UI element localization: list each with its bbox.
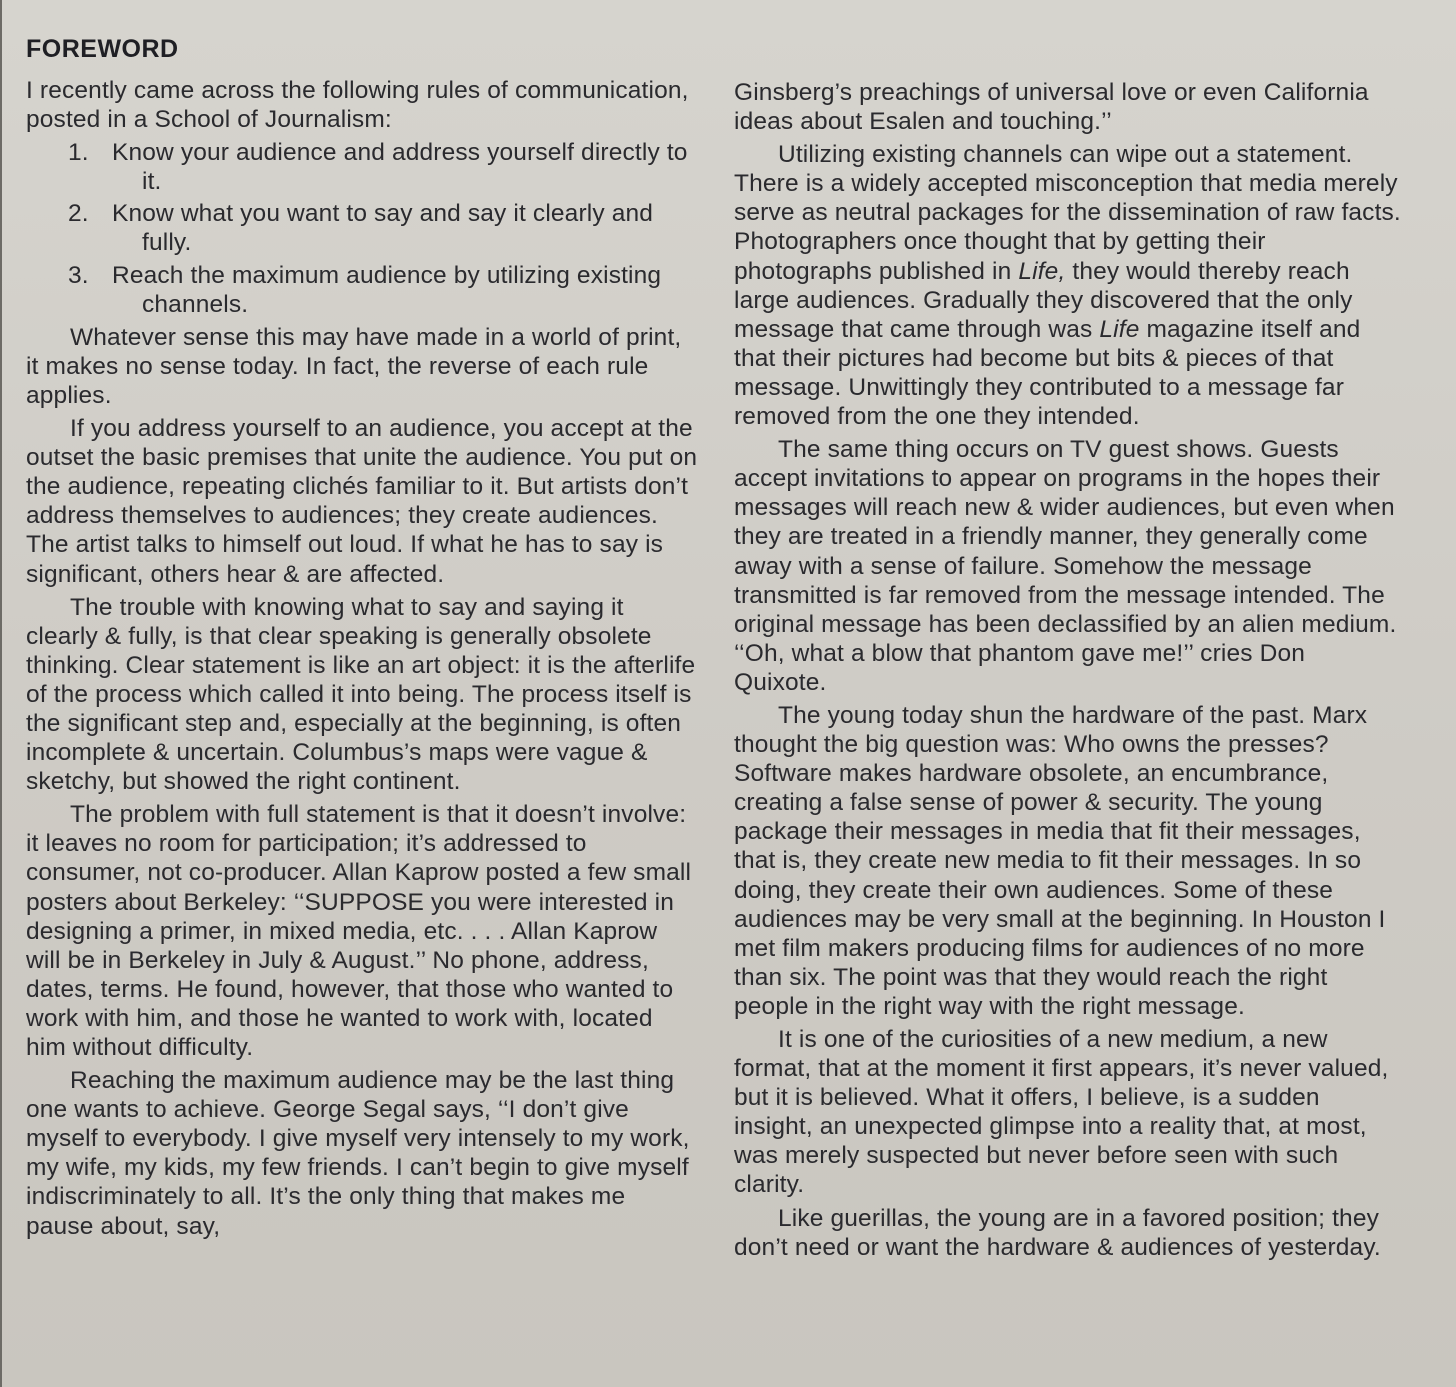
- rule-number: 2.: [68, 200, 89, 228]
- body-paragraph: Reaching the maximum audience may be the last thing one wants to achieve. George Segal says, ‘‘I don’t give myself to everybody. I give myself very intensely to my work, my wife, my kids, my few friends. I can’t begin to give myself indiscriminately to all. It’s the only thing that makes me pause about, say,: [26, 1067, 690, 1240]
- body-paragraph: The problem with full statement is that it doesn’t involve: it leaves no room for participation; it’s addressed to consumer, not co-producer. Allan Kaprow posted a few small posters about Berkeley: ‘‘SUPPOSE you were interested in designing a primer, in mixed media, etc. . . . Allan Kaprow will be in Berkeley in July & August.’’ No phone, address, dates, terms. He found, however, that those who wanted to work with him, and those he wanted to work with, located him without difficulty.: [26, 801, 692, 1061]
- body-paragraph: The trouble with knowing what to say and saying it clearly & fully, is that clear speaking is generally obsolete thinking. Clear statement is like an art object: it is the afterlife of the process which called it into being. The process itself is the significant step and, especially at the beginning, is often incomplete & uncertain. Columbus’s maps were vague & sketchy, but showed the right continent.: [26, 593, 696, 796]
- channels-paragraph: [734, 140, 1402, 431]
- rule-number: 3.: [68, 261, 89, 289]
- intro-paragraph: I recently came across the following rules of communication, posted in a School of Journalism:: [26, 77, 689, 134]
- rule-item: [26, 138, 698, 196]
- channels-text-part: Utilizing existing channels can wipe out a statement. There is a widely accepted misconception that media merely serve as neutral packages for the dissemination of raw facts. Photographers once thought that by getting their photographs published in: [734, 141, 1401, 285]
- left-text-column: [26, 76, 698, 1245]
- right-text-column: [734, 78, 1402, 1266]
- page-heading: FOREWORD: [26, 35, 179, 63]
- body-paragraph: Like guerillas, the young are in a favored position; they don’t need or want the hardware & audiences of yesterday.: [734, 1204, 1381, 1261]
- body-paragraph: If you address yourself to an audience, you accept at the outset the basic premises that unite the audience. You put on the audience, repeating clichés familiar to it. But artists don’t address themselves to audiences; they create audiences. The artist talks to himself out loud. If what he has to say is significant, others hear & are affected.: [26, 415, 698, 588]
- body-paragraph: The young today shun the hardware of the past. Marx thought the big question was: Who owns the presses? Software makes hardware obsolete, an encumbrance, creating a false sense of power & security. The young package their messages in media that fit their messages, that is, they create new media to fit their messages. In so doing, they create their own audiences. Some of these audiences may be very small at the beginning. In Houston I met film makers producing films for audiences of no more than six. The point was that they would reach the right people in the right way with the right message.: [734, 701, 1386, 1020]
- rule-text: Reach the maximum audience by utilizing existing channels.: [112, 261, 662, 318]
- rules-list: [26, 138, 698, 319]
- body-paragraph: It is one of the curiosities of a new medium, a new format, that at the moment it first appears, it’s never valued, but it is believed. What it offers, I believe, is a sudden insight, an unexpected glimpse into a reality that, at most, was merely suspected but never before seen with such clarity.: [734, 1026, 1389, 1199]
- life-magazine-title: Life,: [1018, 257, 1066, 285]
- page-edge-rule: [0, 0, 2, 1387]
- rule-number: 1.: [68, 139, 89, 167]
- rule-text: Know what you want to say and say it clearly and fully.: [112, 200, 654, 257]
- rule-text: Know your audience and address yourself directly to it.: [112, 139, 688, 196]
- body-paragraph: The same thing occurs on TV guest shows. Guests accept invitations to appear on programs in the hopes their messages will reach new & wider audiences, but even when they are treated in a friendly manner, they generally come away with a sense of failure. Somehow the message transmitted is far removed from the message intended. The original message has been declassified by an alien medium. ‘‘Oh, what a blow that phantom gave me!’’ cries Don Quixote.: [734, 436, 1397, 696]
- life-magazine-title: Life: [1099, 315, 1140, 343]
- continuation-paragraph: Ginsberg’s preachings of universal love or even California ideas about Esalen and touching.’’: [734, 79, 1369, 136]
- channels-text-part: magazine itself and that their pictures had become but bits & pieces of that message. Unwittingly they contributed to a message far removed from the one they intended.: [734, 315, 1361, 431]
- body-paragraph: Whatever sense this may have made in a world of print, it makes no sense today. In fact, the reverse of each rule applies.: [26, 323, 682, 409]
- rule-item: [26, 261, 698, 319]
- rule-item: [26, 199, 698, 257]
- channels-text-part: they would thereby reach large audiences. Gradually they discovered that the only message that came through was: [734, 257, 1353, 343]
